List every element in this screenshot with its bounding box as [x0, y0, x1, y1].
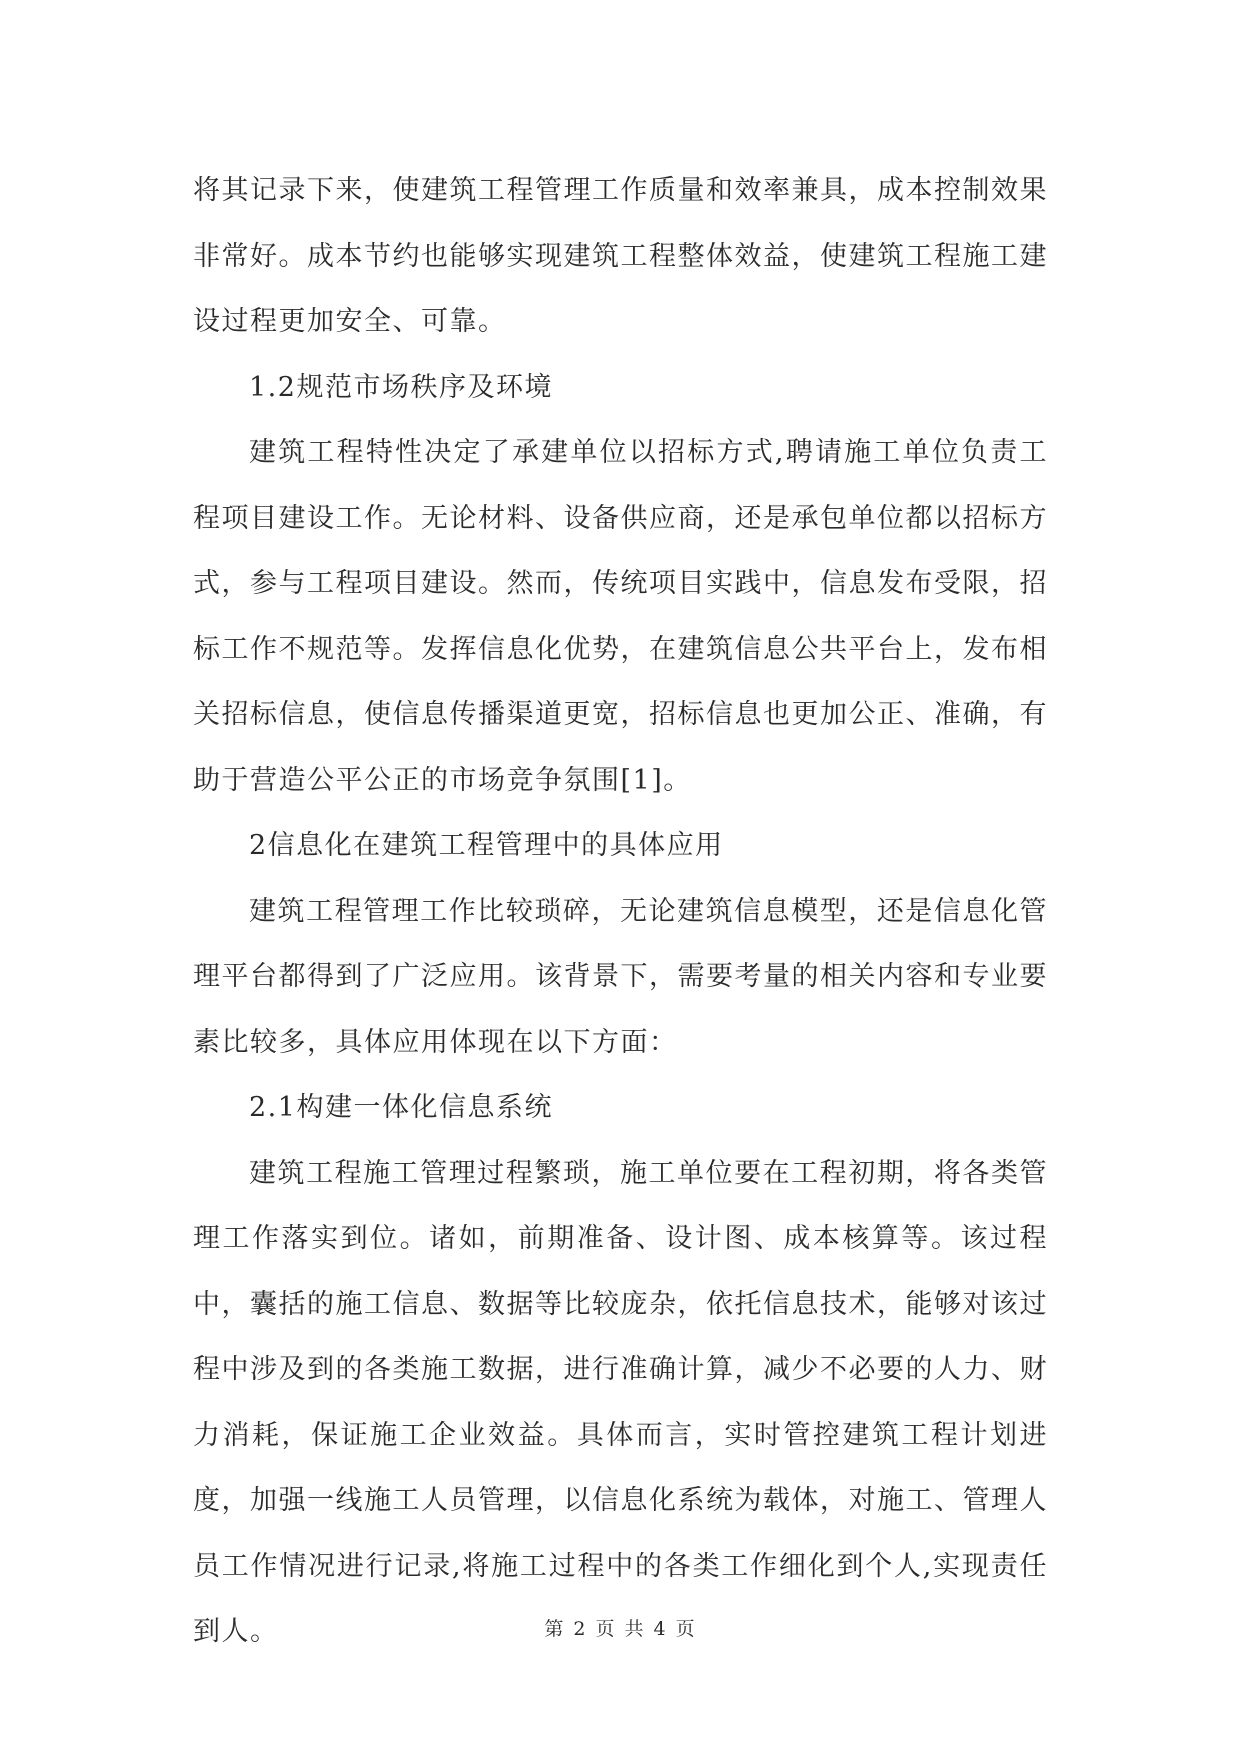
paragraph-integrated-system: 建筑工程施工管理过程繁琐，施工单位要在工程初期，将各类管理工作落实到位。诸如，前期准备、设计图、成本核算等。该过程中，囊括的施工信息、数据等比较庞杂，依托信息技术，能够对该过程中涉及到的各类施工数据，进行准确计算，减少不必要的人力、财力消耗，保证施工企业效益。具体而言，实时管控建筑工程计划进度，加强一线施工人员管理，以信息化系统为载体，对施工、管理人员工作情况进行记录,将施工过程中的各类工作细化到个人,实现责任到人。 [193, 1157, 1048, 1647]
section-heading-2-1: 2.1构建一体化信息系统 [249, 1092, 553, 1123]
paragraph-continuation: 将其记录下来，使建筑工程管理工作质量和效率兼具，成本控制效果非常好。成本节约也能够实现建筑工程整体效益，使建筑工程施工建设过程更加安全、可靠。 [193, 175, 1048, 337]
document-body [193, 158, 1048, 1665]
section-heading-2: 2信息化在建筑工程管理中的具体应用 [249, 830, 724, 861]
paragraph-bidding: 建筑工程特性决定了承建单位以招标方式,聘请施工单位负责工程项目建设工作。无论材料、设备供应商，还是承包单位都以招标方式，参与工程项目建设。然而，传统项目实践中，信息发布受限，招标工作不规范等。发挥信息化优势，在建筑信息公共平台上，发布相关招标信息，使信息传播渠道更宽，招标信息也更加公正、准确，有助于营造公平公正的市场竞争氛围[1]。 [193, 437, 1048, 796]
page-number-footer: 第 2 页 共 4 页 [544, 1618, 697, 1640]
paragraph-application: 建筑工程管理工作比较琐碎，无论建筑信息模型，还是信息化管理平台都得到了广泛应用。该背景下，需要考量的相关内容和专业要素比较多，具体应用体现在以下方面： [193, 895, 1048, 1058]
section-heading-1-2: 1.2规范市场秩序及环境 [249, 371, 553, 403]
